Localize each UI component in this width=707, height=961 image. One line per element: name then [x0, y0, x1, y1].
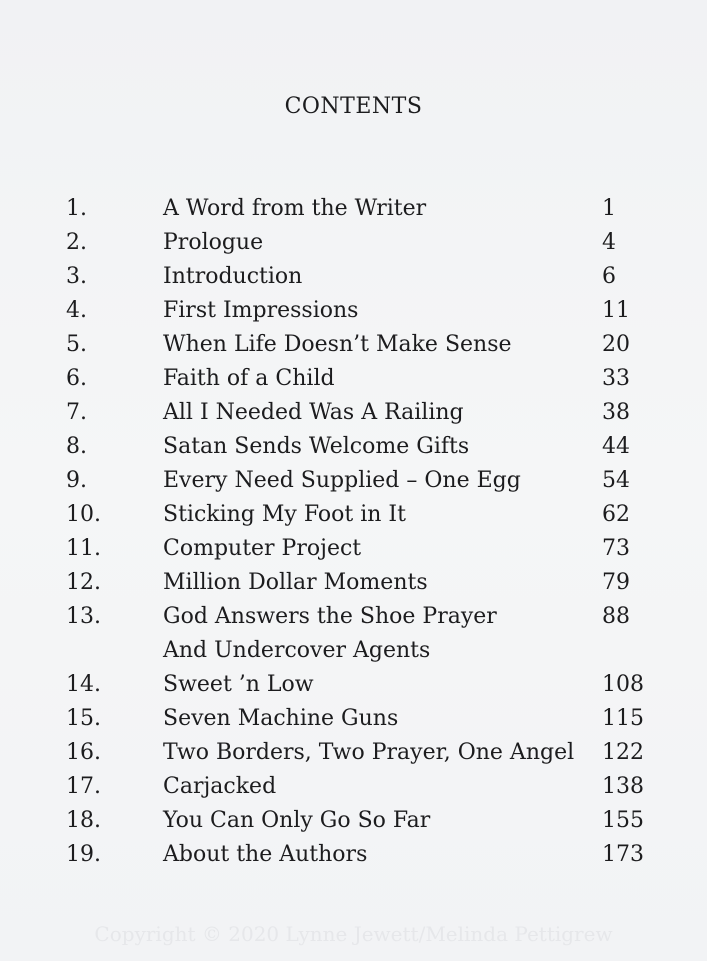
- toc-entry-number: 9.: [66, 468, 87, 493]
- toc-entry-number: 15.: [66, 706, 101, 731]
- toc-entry: [0, 804, 707, 838]
- toc-entry: [0, 838, 707, 872]
- toc-entry-number: 8.: [66, 434, 87, 459]
- toc-entry-number: 16.: [66, 740, 101, 765]
- toc-entry-title: Million Dollar Moments: [163, 570, 428, 595]
- toc-entry-title: Seven Machine Guns: [163, 706, 399, 731]
- toc-entry-title: Every Need Supplied – One Egg: [163, 468, 521, 493]
- toc-entry-page: 44: [602, 434, 630, 459]
- toc-entry-page: 79: [602, 570, 630, 595]
- toc-entry: [0, 464, 707, 498]
- toc-entry-page: 6: [602, 264, 616, 289]
- toc-entry-title: And Undercover Agents: [163, 638, 431, 663]
- toc-entry-number: 3.: [66, 264, 87, 289]
- toc-entry: [0, 668, 707, 702]
- toc-entry-page: 73: [602, 536, 630, 561]
- toc-entry-number: 18.: [66, 808, 101, 833]
- toc-entry: [0, 430, 707, 464]
- toc-entry: [0, 702, 707, 736]
- toc-entry: [0, 294, 707, 328]
- toc-entry: [0, 634, 707, 668]
- toc-entry-page: 155: [602, 808, 644, 833]
- toc-entry: [0, 498, 707, 532]
- toc-entry-number: 1.: [66, 196, 87, 221]
- toc-entry-page: 122: [602, 740, 644, 765]
- toc-entry-number: 6.: [66, 366, 87, 391]
- toc-entry: [0, 260, 707, 294]
- toc-entry-title: Faith of a Child: [163, 366, 335, 391]
- toc-entry-number: 4.: [66, 298, 87, 323]
- toc-entry-page: 11: [602, 298, 630, 323]
- toc-entry-title: Sweet ’n Low: [163, 672, 314, 697]
- toc-entry-page: 115: [602, 706, 644, 731]
- toc-entry-number: 7.: [66, 400, 87, 425]
- toc-entry-page: 54: [602, 468, 630, 493]
- page-title: CONTENTS: [284, 94, 423, 119]
- toc-entry-title: Introduction: [163, 264, 303, 289]
- table-of-contents: [0, 192, 707, 872]
- toc-entry: [0, 532, 707, 566]
- toc-entry: [0, 226, 707, 260]
- toc-entry-title: When Life Doesn’t Make Sense: [163, 332, 512, 357]
- toc-entry-number: 14.: [66, 672, 101, 697]
- toc-entry-number: 13.: [66, 604, 101, 629]
- toc-entry: [0, 566, 707, 600]
- copyright-footer: Copyright © 2020 Lynne Jewett/Melinda Pettigrew: [94, 922, 613, 946]
- toc-entry: [0, 600, 707, 634]
- toc-entry-page: 20: [602, 332, 630, 357]
- toc-entry-title: Prologue: [163, 230, 264, 255]
- toc-entry-page: 38: [602, 400, 630, 425]
- toc-entry-title: First Impressions: [163, 298, 359, 323]
- toc-entry: [0, 362, 707, 396]
- toc-entry-page: 1: [602, 196, 616, 221]
- toc-entry-title: Satan Sends Welcome Gifts: [163, 434, 470, 459]
- toc-entry: [0, 192, 707, 226]
- toc-entry-page: 62: [602, 502, 630, 527]
- toc-entry-number: 5.: [66, 332, 87, 357]
- toc-entry: [0, 328, 707, 362]
- toc-entry-title: You Can Only Go So Far: [163, 808, 431, 833]
- toc-entry-page: 138: [602, 774, 644, 799]
- toc-entry: [0, 736, 707, 770]
- toc-entry-title: About the Authors: [163, 842, 368, 867]
- toc-entry-number: 10.: [66, 502, 101, 527]
- toc-entry-title: Two Borders, Two Prayer, One Angel: [163, 740, 575, 765]
- toc-entry-number: 19.: [66, 842, 101, 867]
- toc-entry-title: Sticking My Foot in It: [163, 502, 406, 527]
- toc-entry-page: 173: [602, 842, 644, 867]
- toc-entry-number: 2.: [66, 230, 87, 255]
- toc-entry: [0, 396, 707, 430]
- toc-entry-number: 12.: [66, 570, 101, 595]
- toc-entry-number: 17.: [66, 774, 101, 799]
- toc-entry-page: 4: [602, 230, 616, 255]
- toc-entry-page: 108: [602, 672, 644, 697]
- toc-entry-number: 11.: [66, 536, 101, 561]
- toc-entry-page: 88: [602, 604, 630, 629]
- toc-entry-title: Carjacked: [163, 774, 277, 799]
- toc-entry-page: 33: [602, 366, 630, 391]
- toc-entry-title: All I Needed Was A Railing: [163, 400, 464, 425]
- toc-entry-title: Computer Project: [163, 536, 362, 561]
- toc-entry-title: God Answers the Shoe Prayer: [163, 604, 497, 629]
- toc-entry-title: A Word from the Writer: [163, 196, 427, 221]
- toc-entry: [0, 770, 707, 804]
